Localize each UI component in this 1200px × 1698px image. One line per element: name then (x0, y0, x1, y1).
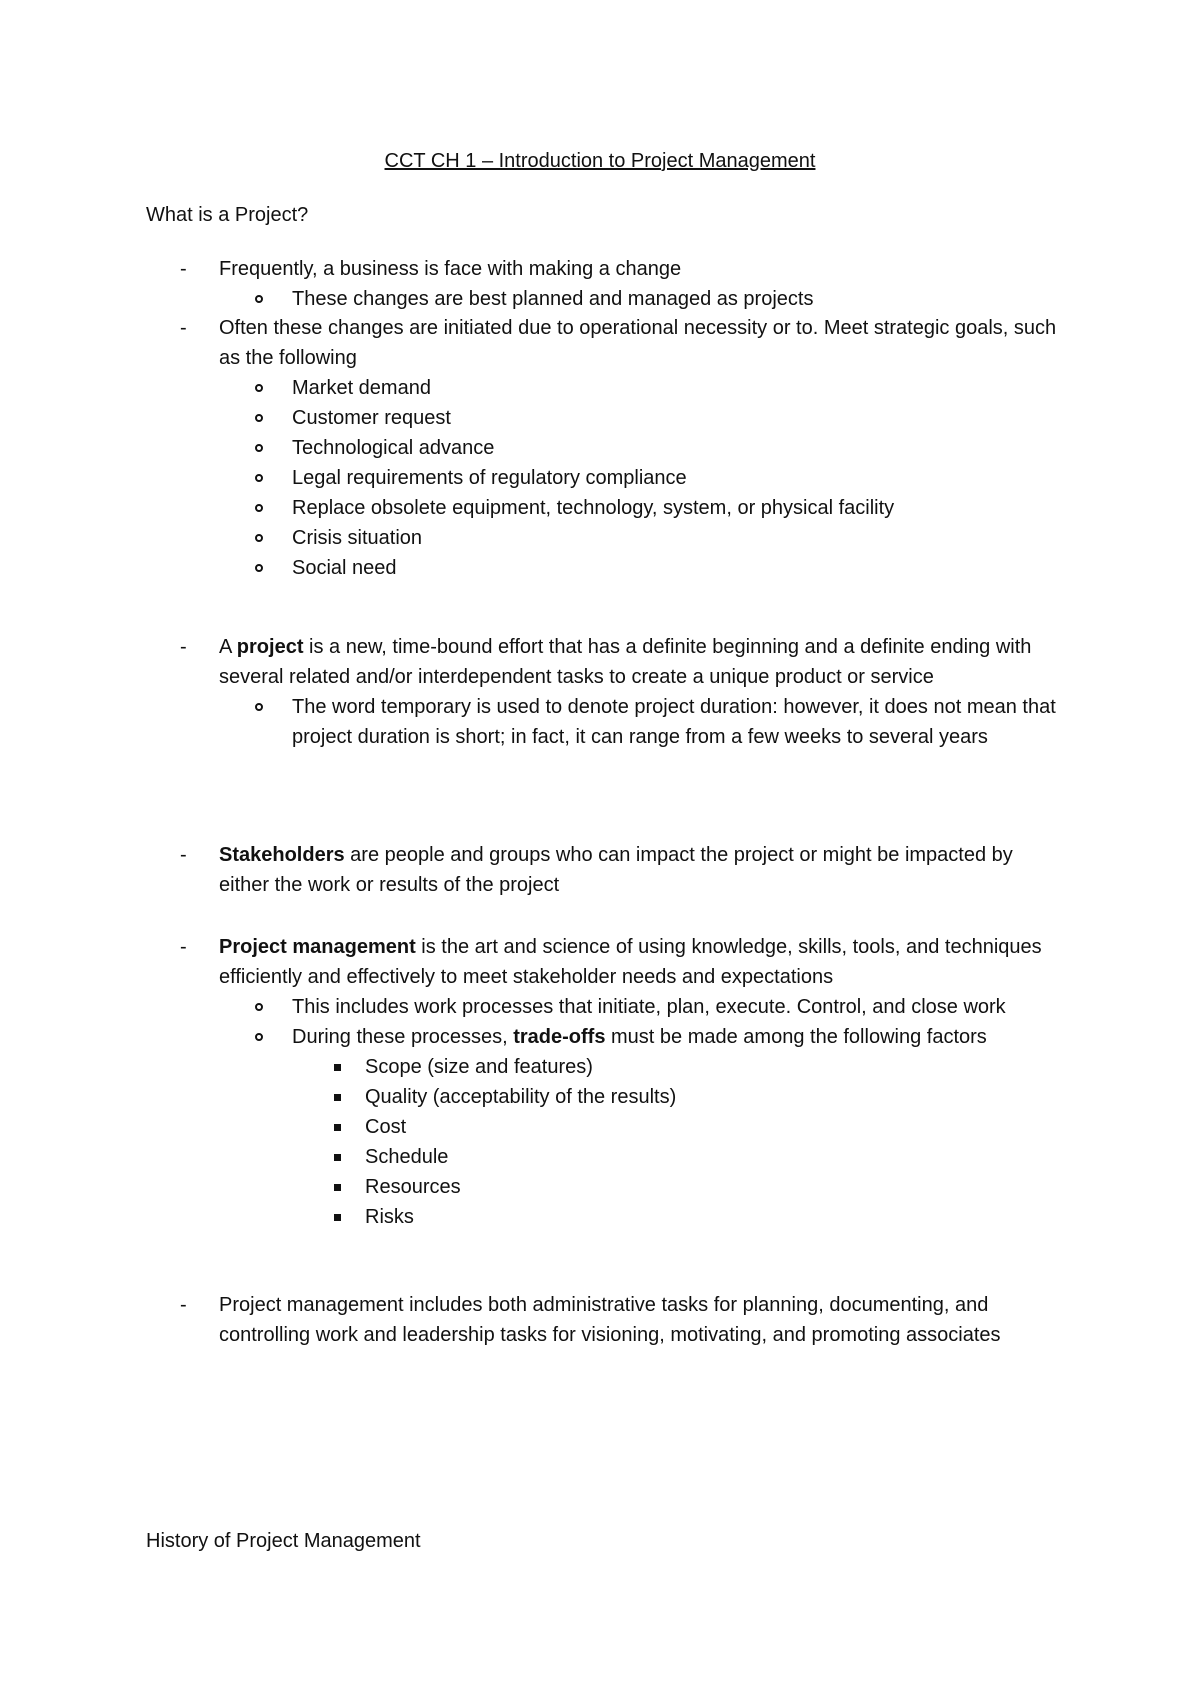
circle-bullet-icon (255, 564, 263, 572)
list-item (0, 1172, 1065, 1202)
list-item (0, 403, 1072, 433)
sub-bullet-text-pre: During these processes, (292, 1026, 514, 1048)
list-item (0, 840, 1059, 900)
bullet-text-post: is the art and science of using knowledge, skills, tools, and techniques efficiently and effectively to meet stakeholder needs and expectations (219, 936, 1042, 988)
sub-bullet-text: Legal requirements of regulatory compliance (292, 467, 687, 489)
list-item (0, 523, 1072, 553)
bullet-text: Project management includes both administrative tasks for planning, documenting, and controlling work and leadership tasks for visioning, motivating, and promoting associates (219, 1294, 1001, 1346)
list-item (0, 1290, 1059, 1350)
sub-bullet-text: Replace obsolete equipment, technology, system, or physical facility (292, 497, 895, 519)
bullet-administrative-leadership (0, 1290, 1200, 1350)
bullet-text: Often these changes are initiated due to operational necessity or to. Meet strategic goals, such as the following (219, 317, 1057, 369)
list-item (0, 632, 1059, 692)
list-item (0, 1082, 1065, 1112)
dash-marker: - (180, 844, 187, 866)
list-item (0, 493, 1072, 523)
sub-bullet-text: The word temporary is used to denote project duration: however, it does not mean that project duration is short; in fact, it can range from a few weeks to several years (292, 696, 1056, 748)
square-bullet-icon (334, 1214, 341, 1221)
square-bullet-icon (334, 1154, 341, 1161)
list-item (0, 373, 1072, 403)
dash-marker: - (180, 636, 187, 658)
bullet-often-changes (0, 313, 1200, 583)
bold-term: project (236, 636, 304, 658)
factor-text: Scope (size and features) (365, 1056, 593, 1078)
circle-bullet-icon (255, 1033, 263, 1041)
factor-text: Resources (365, 1176, 461, 1198)
square-bullet-icon (334, 1064, 341, 1071)
bullet-text-post: are people and groups who can impact the project or might be impacted by either the work or results of the project (219, 844, 1013, 896)
list-item (0, 692, 1072, 752)
bullet-text: Frequently, a business is face with making a change (219, 258, 682, 280)
sub-bullet-text-post: must be made among the following factors (605, 1026, 987, 1048)
sub-bullet-text: These changes are best planned and managed as projects (292, 288, 814, 310)
sub-bullet-text: Technological advance (292, 437, 495, 459)
list-item (0, 1142, 1065, 1172)
sub-bullet-text: Market demand (292, 377, 431, 399)
circle-bullet-icon (255, 504, 263, 512)
sub-bullet-text: Customer request (292, 407, 451, 429)
circle-bullet-icon (255, 474, 263, 482)
section-heading-what-is-a-project: What is a Project? (146, 204, 309, 226)
list-item (0, 433, 1072, 463)
sub-bullet-text: Crisis situation (292, 527, 423, 549)
list-item (0, 313, 1059, 373)
circle-bullet-icon (255, 534, 263, 542)
circle-bullet-icon (255, 384, 263, 392)
list-item (0, 553, 1072, 583)
bullet-text-pre: A (219, 636, 237, 658)
dash-marker: - (180, 936, 187, 958)
list-item (0, 1022, 1072, 1052)
bullet-text-post: is a new, time-bound effort that has a definite beginning and a definite ending with several related and/or interdependent tasks to create a unique product or service (219, 636, 1032, 688)
circle-bullet-icon (255, 444, 263, 452)
factor-text: Cost (365, 1116, 407, 1138)
list-item (0, 463, 1072, 493)
list-item (0, 1112, 1065, 1142)
bullet-project-definition (0, 632, 1200, 752)
bullet-project-management (0, 932, 1200, 1232)
list-item (0, 932, 1059, 992)
square-bullet-icon (334, 1094, 341, 1101)
sub-bullet-text: Social need (292, 557, 397, 579)
page-title: CCT CH 1 – Introduction to Project Management (384, 150, 816, 172)
bullet-frequently (0, 254, 1200, 314)
dash-marker: - (180, 258, 187, 280)
bold-term: Project management (219, 936, 416, 958)
bullet-stakeholders (0, 840, 1200, 900)
factor-text: Risks (365, 1206, 414, 1228)
sub-bullet-text: This includes work processes that initiate, plan, execute. Control, and close work (292, 996, 1006, 1018)
circle-bullet-icon (255, 703, 263, 711)
bold-term: trade-offs (513, 1026, 606, 1048)
factor-text: Quality (acceptability of the results) (365, 1086, 677, 1108)
list-item (0, 1052, 1065, 1082)
section-heading-history: History of Project Management (146, 1530, 421, 1552)
list-item (0, 284, 1072, 314)
factor-text: Schedule (365, 1146, 449, 1168)
circle-bullet-icon (255, 295, 263, 303)
list-item (0, 1202, 1065, 1232)
square-bullet-icon (334, 1124, 341, 1131)
dash-marker: - (180, 317, 187, 339)
square-bullet-icon (334, 1184, 341, 1191)
dash-marker: - (180, 1294, 187, 1316)
list-item (0, 992, 1072, 1022)
bold-term: Stakeholders (219, 844, 345, 866)
circle-bullet-icon (255, 1003, 263, 1011)
circle-bullet-icon (255, 414, 263, 422)
list-item (0, 254, 1059, 284)
